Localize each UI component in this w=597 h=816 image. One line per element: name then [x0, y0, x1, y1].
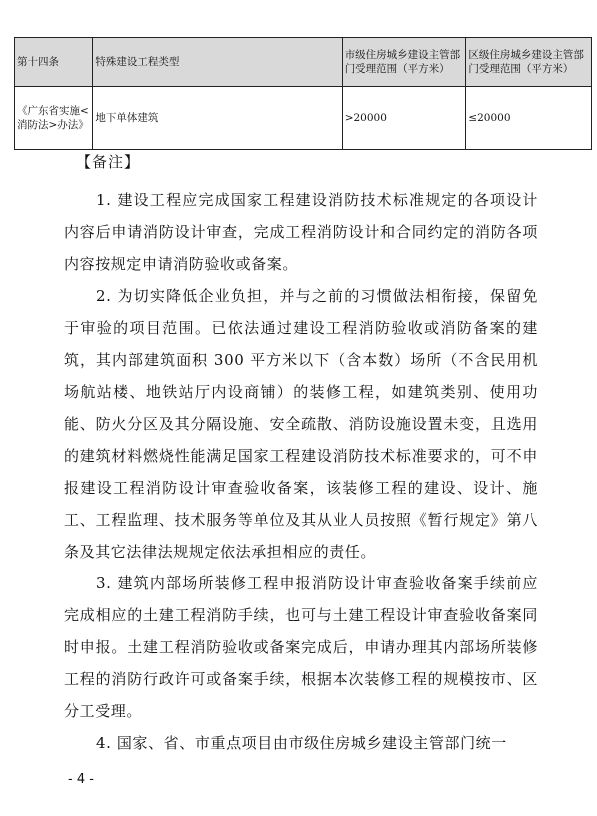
- remarks-title: 【备注】: [76, 153, 141, 171]
- cell-city-scope: >20000: [342, 87, 466, 150]
- jurisdiction-table: [14, 37, 592, 150]
- cell-project-type: 地下单体建筑: [93, 87, 342, 150]
- remark-paragraph-1: [64, 184, 538, 280]
- cell-regulation: 《广东省实施<消防法>办法》: [15, 87, 93, 150]
- remark-paragraph-4: [64, 727, 538, 759]
- table-row: [15, 87, 592, 150]
- cell-district-scope: ≤20000: [466, 87, 592, 150]
- header-project-type: 特殊建设工程类型: [93, 38, 342, 87]
- header-city-scope: 市级住房城乡建设主管部门受理范围（平方米）: [342, 38, 466, 87]
- page-number: - 4 -: [68, 772, 94, 787]
- table-header-row: [15, 38, 592, 87]
- remark-text-1: 1. 建设工程应完成国家工程建设消防技术标准规定的各项设计内容后申请消防设计审查，完成工程消防设计和合同约定的消防各项内容按规定申请消防验收或备案。: [64, 191, 538, 273]
- header-district-scope: 区级住房城乡建设主管部门受理范围（平方米）: [466, 38, 592, 87]
- remark-text-2: 2. 为切实降低企业负担，并与之前的习惯做法相衔接，保留免于审验的项目范围。已依法通过建设工程消防验收或消防备案的建筑，其内部建筑面积 300 平方米以下（含本数）场所（不含民用机场航站楼、地铁站厅内设商铺）的装修工程，如建筑类别、使用功能、防火分区及其分隔设施、安全疏散、消防设施设置未变，且选用的建筑材料燃烧性能满足国家工程建设消防技术标准要求的，可不申报建设工程消防设计审查验收备案，该装修工程的建设、设计、施工、工程监理、技术服务等单位及其从业人员按照《暂行规定》第八条及其它法律法规规定依法承担相应的责任。: [64, 287, 538, 561]
- remark-text-4: 4. 国家、省、市重点项目由市级住房城乡建设主管部门统一: [96, 734, 507, 752]
- remark-text-3: 3. 建筑内部场所装修工程申报消防设计审查验收备案手续前应完成相应的土建工程消防手续，也可与土建工程设计审查验收备案同时申报。土建工程消防验收或备案完成后，申请办理其内部场所装修工程的消防行政许可或备案手续，根据本次装修工程的规模按市、区分工受理。: [64, 574, 538, 720]
- header-article: 第十四条: [15, 38, 93, 87]
- remark-paragraph-2: [64, 280, 538, 568]
- remark-paragraph-3: [64, 567, 538, 727]
